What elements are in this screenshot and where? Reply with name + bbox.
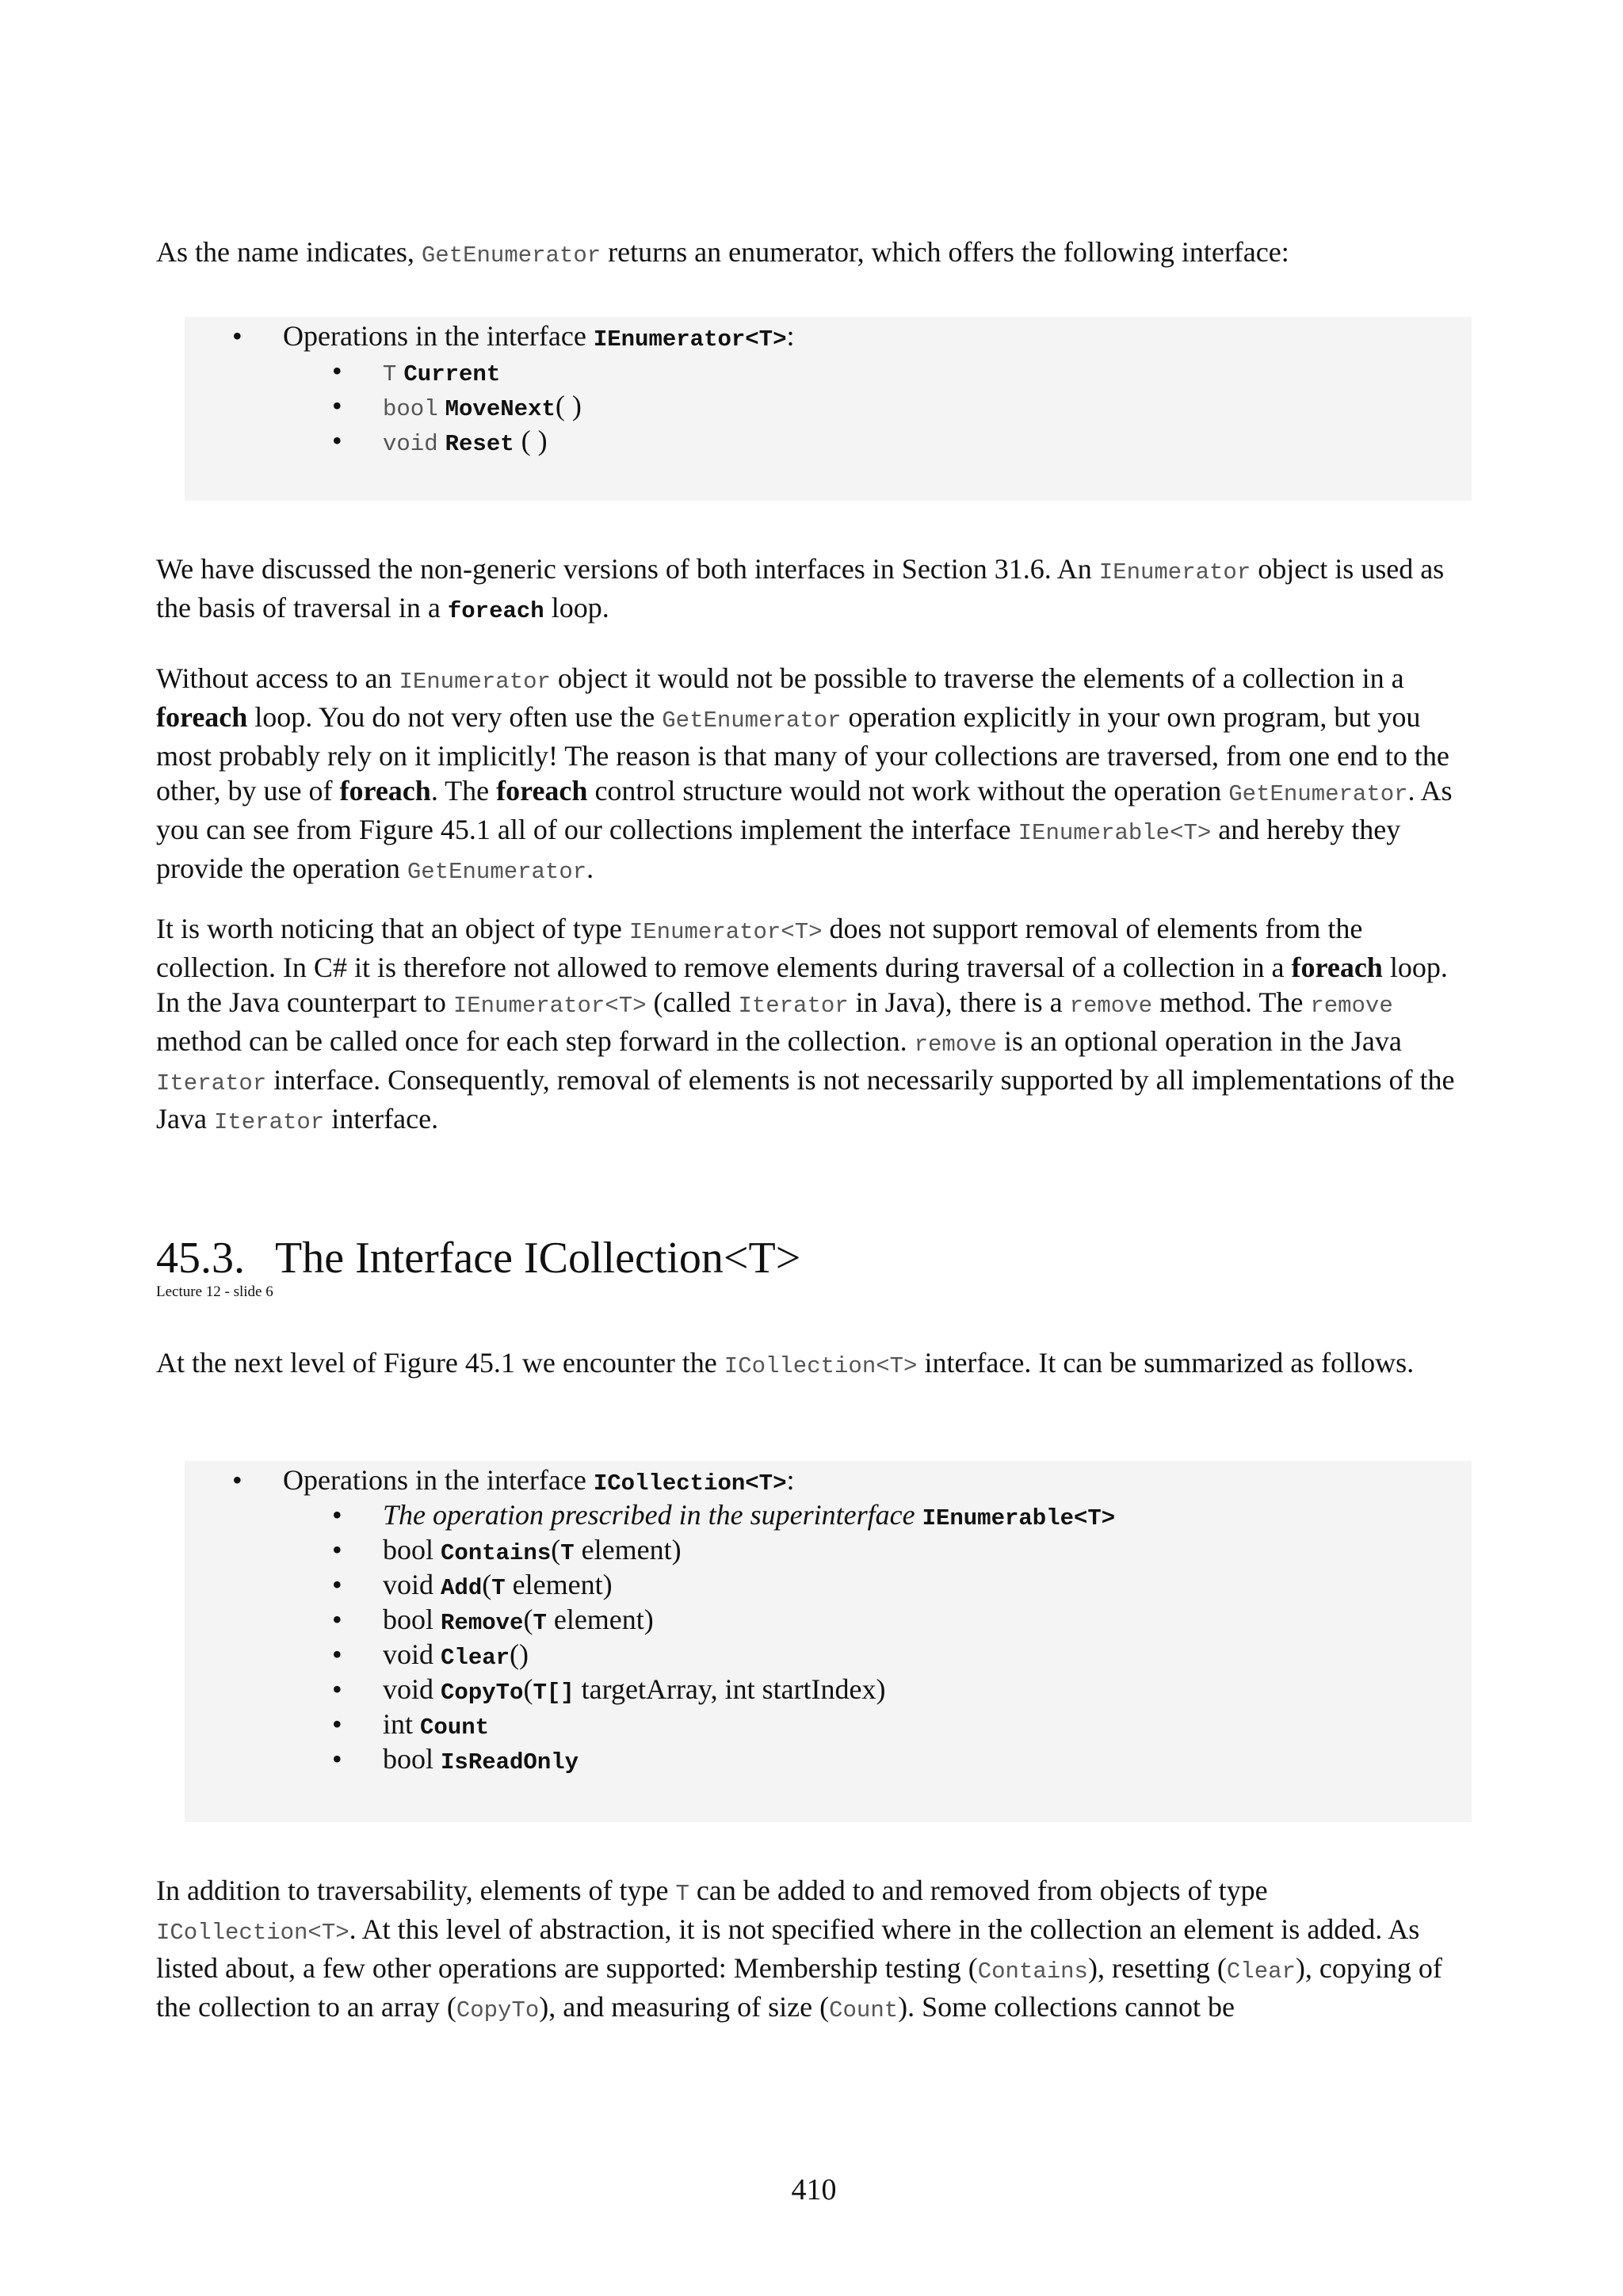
list-item: • int Count [185, 1707, 1472, 1741]
list-item: • bool MoveNext( ) [185, 388, 1472, 423]
list-item: • void Reset ( ) [185, 423, 1472, 458]
page-number: 410 [791, 2173, 837, 2206]
paragraph-intro [156, 235, 1472, 273]
paragraph-removal: It is worth noticing that an object of type IEnumerator<T> does not support removal of elements from the collection. In C# it is therefore not allowed to remove elements during traversal of a collection in a foreach loop. In the Java counterpart to IEnumerator<T> (called Iterator in Java), there is a remove method. The remove method can be called once for each step forward in the collection. remove is an optional operation in the Java Iterator interface. Consequently, removal of elements is not necessarily supported by all implementations of the Java Iterator interface. [156, 913, 1455, 1135]
list-item: • bool Contains(T element) [185, 1532, 1472, 1567]
section-heading: 45.3. The Interface ICollection<T> [156, 1234, 801, 1283]
code-ienumerator-t: IEnumerator<T> [593, 326, 787, 353]
slide-reference: Lecture 12 - slide 6 [156, 1283, 273, 1300]
ienumerator-interface-box [185, 317, 1472, 501]
list-item: • Operations in the interface ICollection<T>: [185, 1463, 1472, 1497]
text: As the name indicates, [156, 236, 422, 268]
icollection-interface-box [185, 1461, 1472, 1822]
list-item: • The operation prescribed in the superinterface IEnumerable<T> [185, 1497, 1472, 1532]
list-item: • bool IsReadOnly [185, 1741, 1472, 1776]
list-item: • void CopyTo(T[] targetArray, int startIndex) [185, 1672, 1472, 1707]
list-item: • T Current [185, 353, 1472, 388]
list-item: • void Clear() [185, 1637, 1472, 1672]
paragraph-traversability: In addition to traversability, elements of type T can be added to and removed from objects of type ICollection<T>. At this level of abstraction, it is not specified where in the collection an element is added. As listed about, a few other operations are supported: Membership testing (Contains), resetting (Clear), copying of the collection to an array (CopyTo), and measuring of size (Count). Some collections cannot be [156, 1875, 1442, 2023]
list-item: • bool Remove(T element) [185, 1602, 1472, 1637]
paragraph-nongeneric: We have discussed the non-generic versions of both interfaces in Section 31.6. An IEnumerator object is used as the basis of traversal in a foreach loop. [156, 553, 1445, 624]
paragraph-icollection-intro: At the next level of Figure 45.1 we encounter the ICollection<T> interface. It can be summarized as follows. [156, 1347, 1415, 1379]
list-item: • Operations in the interface IEnumerator<T>: [185, 318, 1472, 353]
text: returns an enumerator, which offers the following interface: [601, 236, 1289, 268]
list-item: • void Add(T element) [185, 1567, 1472, 1602]
paragraph-foreach: Without access to an IEnumerator object it would not be possible to traverse the elements of a collection in a foreach loop. You do not very often use the GetEnumerator operation explicitly in your own program, but you most probably rely on it implicitly! The reason is that many of your collections are traversed, from one end to the other, by use of foreach. The foreach control structure would not work without the operation GetEnumerator. As you can see from Figure 45.1 all of our collections implement the interface IEnumerable<T> and hereby they provide the operation GetEnumerator. [156, 662, 1453, 885]
code-getenumerator: GetEnumerator [421, 242, 601, 269]
